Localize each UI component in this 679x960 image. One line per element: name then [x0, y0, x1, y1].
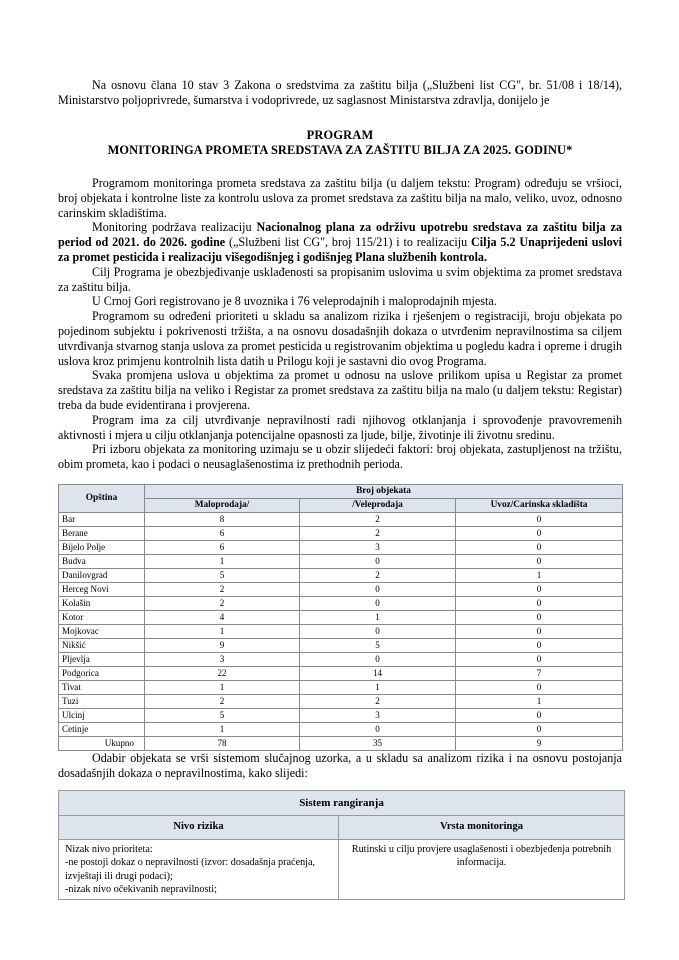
- header-maloprodaja: Maloprodaja/: [145, 498, 300, 512]
- title-line-program: PROGRAM: [306, 127, 374, 142]
- objects-table: [58, 484, 623, 751]
- paragraph-program-scope: Programom monitoringa prometa sredstava za zaštitu bilja (u daljem tekstu: Program) određuju se vršioci, broj objekata i kontrolne liste za kontrolu uslova za promet sredstava za zaštitu bilja na malo, veliko, uvoz, odnosno carinskim skladištima.: [58, 176, 622, 220]
- cell-maloprodaja: 5: [145, 708, 300, 722]
- objects-table-body: [59, 512, 623, 750]
- cell-opstina: Bijelo Polje: [59, 540, 145, 554]
- cell-maloprodaja: 6: [145, 526, 300, 540]
- cell-uvoz: 7: [456, 666, 623, 680]
- cell-uvoz: 0: [456, 526, 623, 540]
- cell-maloprodaja: 1: [145, 624, 300, 638]
- objects-table-wrapper: [58, 484, 622, 751]
- cell-opstina: Budva: [59, 554, 145, 568]
- ranking-table-body: [59, 790, 625, 839]
- p2-mid: („Službeni list CG", broj 115/21) i to realizaciju: [225, 235, 471, 250]
- cell-veleprodaja: 0: [300, 652, 456, 666]
- header-uvoz-carinska: Uvoz/Carinska skladišta: [456, 498, 623, 512]
- cell-veleprodaja: 2: [300, 526, 456, 540]
- intro-paragraph: Na osnovu člana 10 stav 3 Zakona o sredstvima za zaštitu bilja („Službeni list CG", br. 51/08 i 18/14), Ministarstvo poljoprivrede, šumarstva i vodoprivrede, uz saglasnost Ministarstva zdravlja, donijelo je: [58, 78, 622, 107]
- cell-maloprodaja: 4: [145, 610, 300, 624]
- table-row: [59, 526, 623, 540]
- ranking-rows-body: [59, 839, 625, 900]
- header-nivo-rizika: Nivo rizika: [59, 816, 339, 840]
- header-broj-objekata: Broj objekata: [145, 484, 623, 498]
- cell-opstina: Danilovgrad: [59, 568, 145, 582]
- cell-veleprodaja: 1: [300, 610, 456, 624]
- ranking-title-row: [59, 790, 625, 816]
- cell-opstina: Ulcinj: [59, 708, 145, 722]
- cell-maloprodaja: 2: [145, 596, 300, 610]
- table-row: [59, 512, 623, 526]
- table-row: [59, 722, 623, 736]
- risk-level-cell: Nizak nivo prioriteta: -ne postoji dokaz o nepravilnosti (izvor: dosadašnja praćenja, izvještaji ili drugi podaci); -nizak nivo očekivanih nepravilnosti;: [59, 839, 339, 900]
- table-total-row: [59, 736, 623, 750]
- cell-uvoz: 0: [456, 582, 623, 596]
- cell-maloprodaja: 1: [145, 680, 300, 694]
- table-row: [59, 568, 623, 582]
- table-row: [59, 680, 623, 694]
- cell-uvoz: 1: [456, 568, 623, 582]
- p2-bold-national-plan: Nacionalnog plana za održivu upotrebu sredstava za zaštitu bilja za period od 2021. do 2026. godine: [58, 220, 622, 250]
- paragraph-program-goal: Cilj Programa je obezbjeđivanje usklađenosti sa propisanim uslovima u svim objektima za promet sredstava za zaštitu bilja.: [58, 264, 622, 294]
- table-row: [59, 708, 623, 722]
- ranking-table-wrapper: [58, 790, 622, 901]
- table-row: [59, 624, 623, 638]
- cell-maloprodaja: 22: [145, 666, 300, 680]
- header-veleprodaja: /Veleprodaja: [300, 498, 456, 512]
- cell-opstina: Tivat: [59, 680, 145, 694]
- cell-opstina: Cetinje: [59, 722, 145, 736]
- header-vrsta-monitoringa: Vrsta monitoringa: [339, 816, 625, 840]
- cell-veleprodaja: 14: [300, 666, 456, 680]
- cell-uvoz: 0: [456, 652, 623, 666]
- cell-uvoz: 0: [456, 722, 623, 736]
- cell-veleprodaja: 0: [300, 596, 456, 610]
- cell-maloprodaja: 6: [145, 540, 300, 554]
- cell-maloprodaja: 1: [145, 554, 300, 568]
- cell-uvoz: 0: [456, 624, 623, 638]
- title-line-subject: MONITORINGA PROMETA SREDSTAVA ZA ZAŠTITU BILJA ZA 2025. GODINU*: [107, 142, 573, 157]
- cell-veleprodaja: 5: [300, 638, 456, 652]
- total-veleprodaja: 35: [300, 736, 456, 750]
- cell-opstina: Podgorica: [59, 666, 145, 680]
- cell-maloprodaja: 3: [145, 652, 300, 666]
- cell-uvoz: 0: [456, 596, 623, 610]
- table-row: [59, 652, 623, 666]
- cell-uvoz: 0: [456, 610, 623, 624]
- cell-opstina: Tuzi: [59, 694, 145, 708]
- cell-maloprodaja: 2: [145, 694, 300, 708]
- cell-maloprodaja: 1: [145, 722, 300, 736]
- paragraph-irregularities: Program ima za cilj utvrđivanje nepravilnosti radi njihovog otklanjanja i sprovođenje pravovremenih aktivnosti i mjera u cilju otklanjanja potencijalne opasnosti za ljude, bilje, životinje ili životnu sredinu.: [58, 412, 622, 442]
- cell-uvoz: 0: [456, 540, 623, 554]
- cell-opstina: Mojkovac: [59, 624, 145, 638]
- cell-veleprodaja: 2: [300, 568, 456, 582]
- header-opstina: Opština: [59, 484, 145, 512]
- table-row: [59, 596, 623, 610]
- p2-pre: Monitoring podržava realizaciju: [92, 220, 257, 235]
- cell-veleprodaja: 1: [300, 680, 456, 694]
- table-row: [59, 582, 623, 596]
- paragraph-monitoring-support: [58, 220, 622, 264]
- total-maloprodaja: 78: [145, 736, 300, 750]
- total-uvoz: 9: [456, 736, 623, 750]
- ranking-row: [59, 839, 625, 900]
- ranking-header-row: [59, 816, 625, 840]
- table-row: [59, 666, 623, 680]
- table-row: [59, 540, 623, 554]
- table-row: [59, 610, 623, 624]
- paragraph-selection-factors: Pri izboru objekata za monitoring uzimaju se u obzir slijedeći faktori: broj objekata, zastupljenost na tržištu, obim prometa, kao i podaci o neusaglašenostima iz prethodnih perioda.: [58, 442, 622, 472]
- cell-opstina: Bar: [59, 512, 145, 526]
- cell-veleprodaja: 0: [300, 624, 456, 638]
- cell-uvoz: 0: [456, 680, 623, 694]
- table-row: [59, 694, 623, 708]
- cell-veleprodaja: 0: [300, 582, 456, 596]
- p2-bold-goal: Cilja 5.2 Unaprijedeni uslovi za promet pesticida i realizaciju višegodišnjeg i godišnjeg Plana službenih kontrola.: [58, 235, 623, 264]
- cell-maloprodaja: 2: [145, 582, 300, 596]
- table-row: [59, 638, 623, 652]
- cell-uvoz: 1: [456, 694, 623, 708]
- cell-opstina: Berane: [59, 526, 145, 540]
- cell-uvoz: 0: [456, 512, 623, 526]
- cell-maloprodaja: 8: [145, 512, 300, 526]
- objects-table-head: [59, 484, 623, 512]
- paragraph-priorities: Programom su određeni prioriteti u skladu sa analizom rizika i rješenjem o registraciji, broju objekata po pojedinom subjektu i pokrivenosti tržišta, a na osnovu dosadašnjih dokaza o utvrđenim nepravilnostima sa ciljem utvrđivanja stvarnog stanja uslova za promet pesticida u registrovanim objektima u pogledu kadra i opreme i drugih uslova kroz primjenu kontrolnih lista datih u Prilogu koji je sastavni dio ovog Programa.: [58, 309, 622, 368]
- cell-opstina: Kolašin: [59, 596, 145, 610]
- paragraph-sampling: Odabir objekata se vrši sistemom slučajnog uzorka, a u skladu sa analizom rizika i na osnovu postojanja dosadašnjih dokaza o nepravilnostima, kako slijedi:: [58, 750, 622, 780]
- cell-veleprodaja: 0: [300, 554, 456, 568]
- paragraph-registered-counts: U Crnoj Gori registrovano je 8 uvoznika i 76 veleprodajnih i maloprodajnih mjesta.: [92, 294, 497, 309]
- cell-opstina: Herceg Novi: [59, 582, 145, 596]
- ranking-table: [58, 790, 625, 901]
- table-row: [59, 554, 623, 568]
- cell-veleprodaja: 0: [300, 722, 456, 736]
- table-header-row-1: [59, 484, 623, 498]
- cell-veleprodaja: 3: [300, 708, 456, 722]
- cell-uvoz: 0: [456, 554, 623, 568]
- cell-uvoz: 0: [456, 708, 623, 722]
- ranking-title: Sistem rangiranja: [59, 790, 625, 816]
- cell-maloprodaja: 5: [145, 568, 300, 582]
- cell-uvoz: 0: [456, 638, 623, 652]
- paragraph-registry-change: Svaka promjena uslova u objektima za promet u odnosu na uslove prilikom upisa u Registar za promet sredstava za zaštitu bilja na veliko i Registar za promet sredstava za zaštitu bilja na malo (u daljem tekstu: Registar) treba da bude evidentirana i provjerena.: [58, 368, 622, 412]
- total-label: Ukupno: [59, 736, 145, 750]
- cell-maloprodaja: 9: [145, 638, 300, 652]
- cell-veleprodaja: 3: [300, 540, 456, 554]
- cell-opstina: Nikšić: [59, 638, 145, 652]
- document-title: [58, 128, 622, 158]
- monitoring-type-cell: Rutinski u cilju provjere usaglašenosti i obezbjeđenja potrebnih informacija.: [339, 839, 625, 900]
- cell-veleprodaja: 2: [300, 512, 456, 526]
- cell-opstina: Pljevlja: [59, 652, 145, 666]
- cell-veleprodaja: 2: [300, 694, 456, 708]
- cell-opstina: Kotor: [59, 610, 145, 624]
